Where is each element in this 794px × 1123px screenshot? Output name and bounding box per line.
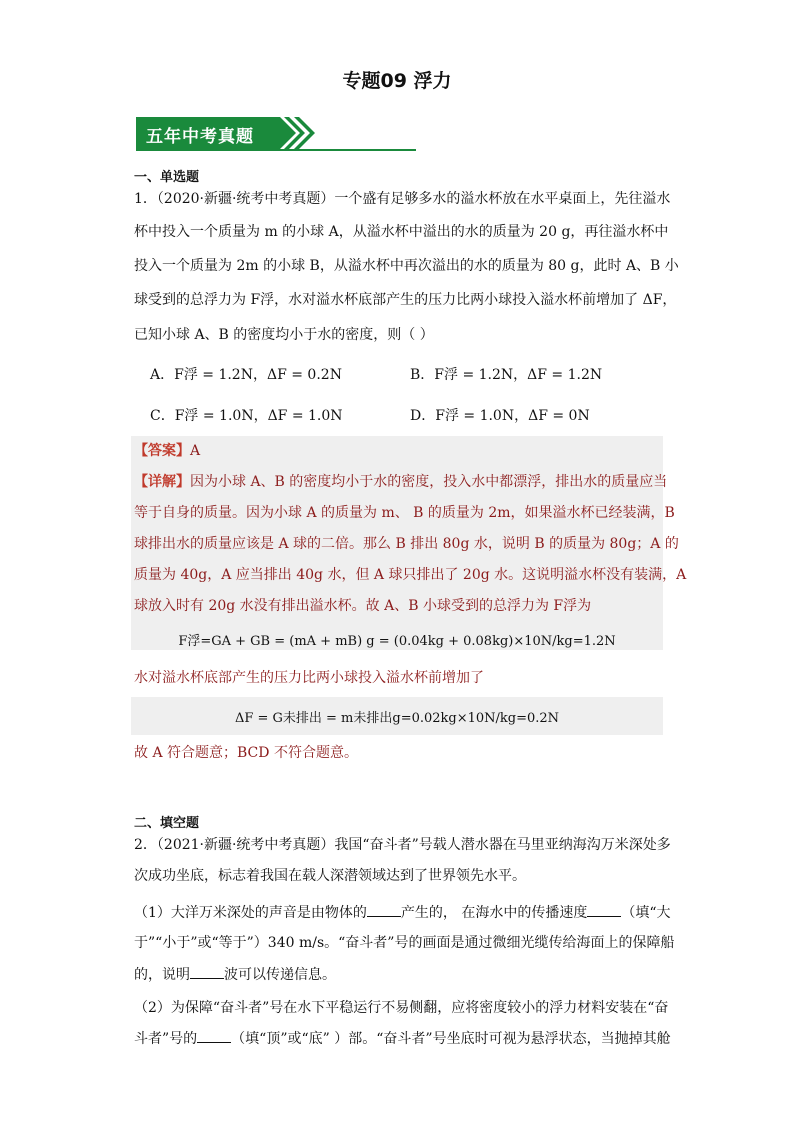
q1-option-a: A．F浮 = 1.2N，ΔF = 0.2N	[150, 367, 342, 383]
q1-detail-5: 球放入时有 20g 水没有排出溢水杯。故 A、B 小球受到的总浮力为 F浮为	[134, 598, 592, 614]
q1-line-4: 球受到的总浮力为 F浮，水对溢水杯底部产生的压力比两小球投入溢水杯前增加了 ΔF，	[134, 292, 677, 308]
q1-line-1: 1．（2020·新疆·统考中考真题）一个盛有足够多水的溢水杯放在水平桌面上，先往溢水	[134, 191, 671, 207]
answer-label: 【答案】	[134, 443, 190, 459]
blank-4[interactable]	[197, 1028, 231, 1043]
banner-box	[136, 117, 272, 149]
q1-detail-1	[134, 472, 667, 492]
q2-part2-line2	[134, 1028, 671, 1049]
q1-detail-4: 质量为 40g，A 应当排出 40g 水，但 A 球只排出了 20g 水。这说明溢水杯没有装满，A	[134, 567, 687, 583]
q2-part1-text-a: （1）大洋万米深处的声音是由物体的	[134, 905, 367, 921]
q2-part1-text-c: （填“大	[621, 905, 671, 921]
q1-detail-2: 等于自身的质量。因为小球 A 的质量为 m、 B 的质量为 2m，如果溢水杯已经装满，B	[134, 505, 675, 521]
q1-option-b: B．F浮 = 1.2N，ΔF = 1.2N	[410, 367, 603, 383]
answer-value: A	[190, 443, 201, 459]
q1-line-5: 已知小球 A、B 的密度均小于水的密度，则（ ）	[134, 327, 434, 343]
q2-part1-line3-a: 的，说明	[134, 967, 190, 983]
q1-option-d: D．F浮 = 1.0N，ΔF = 0N	[410, 408, 590, 424]
section-banner	[136, 117, 416, 151]
q2-part1-line3-b: 波可以传递信息。	[224, 967, 336, 983]
q1-line-2: 杯中投入一个质量为 m 的小球 A，从溢水杯中溢出的水的质量为 20 g，再往溢水杯中	[134, 224, 669, 240]
q2-part2-text-c: （填“顶”或“底” ）部。“奋斗者”号坐底时可视为悬浮状态，当抛掉其舱	[231, 1031, 671, 1047]
q2-part1-text-b: 产生的， 在海水中的传播速度	[400, 905, 588, 921]
q2-part1-line3	[134, 964, 336, 985]
detail-text-1: 因为小球 A、B 的密度均小于水的密度，投入水中都漂浮，排出水的质量应当	[190, 474, 668, 490]
blank-1[interactable]	[367, 902, 401, 917]
q2-part1-line1	[134, 902, 671, 923]
q2-part2-text-b: 斗者”号的	[134, 1031, 198, 1047]
blank-3[interactable]	[190, 964, 224, 979]
q2-line-2: 次成功坐底，标志着我国在载人深潜领域达到了世界领先水平。	[134, 868, 526, 884]
q2-part2-line1: （2）为保障“奋斗者”号在水下平稳运行不易侧翻，应将密度较小的浮力材料安装在“奋	[134, 1000, 669, 1016]
banner-stripes-icon	[272, 117, 316, 149]
q1-line-3: 投入一个质量为 2m 的小球 B，从溢水杯中再次溢出的水的质量为 80 g，此时 A、B 小	[134, 258, 679, 274]
q1-answer	[134, 441, 200, 461]
banner-underline	[136, 149, 416, 151]
q1-option-c: C．F浮 = 1.0N，ΔF = 1.0N	[150, 408, 343, 424]
banner-label: 五年中考真题	[146, 127, 254, 147]
q2-line-1: 2．（2021·新疆·统考中考真题）我国“奋斗者”号载人潜水器在马里亚纳海沟万米深处多	[134, 837, 671, 853]
section-heading-single-choice: 一、单选题	[134, 170, 200, 185]
q1-detail-3: 球排出水的质量应该是 A 球的二倍。那么 B 排出 80g 水，说明 B 的质量为 80g；A 的	[134, 536, 679, 552]
q1-mid-line: 水对溢水杯底部产生的压力比两小球投入溢水杯前增加了	[134, 670, 484, 686]
detail-label: 【详解】	[134, 474, 190, 490]
q1-conclusion: 故 A 符合题意；BCD 不符合题意。	[134, 745, 358, 761]
page-title: 专题09 浮力	[342, 70, 452, 92]
q2-part1-line2: 于”“小于”或“等于”）340 m/s。“奋斗者”号的画面是通过微细光缆传给海面上的保障船	[134, 935, 675, 951]
formula-total-buoyancy: F浮=GA + GB = (mA + mB) g = (0.04kg + 0.08kg)×10N/kg=1.2N	[178, 634, 616, 649]
section-heading-fill-blank: 二、填空题	[134, 816, 200, 831]
blank-2[interactable]	[587, 902, 621, 917]
formula-pressure-increase: ΔF = G未排出 = m未排出g=0.02kg×10N/kg=0.2N	[234, 711, 560, 726]
